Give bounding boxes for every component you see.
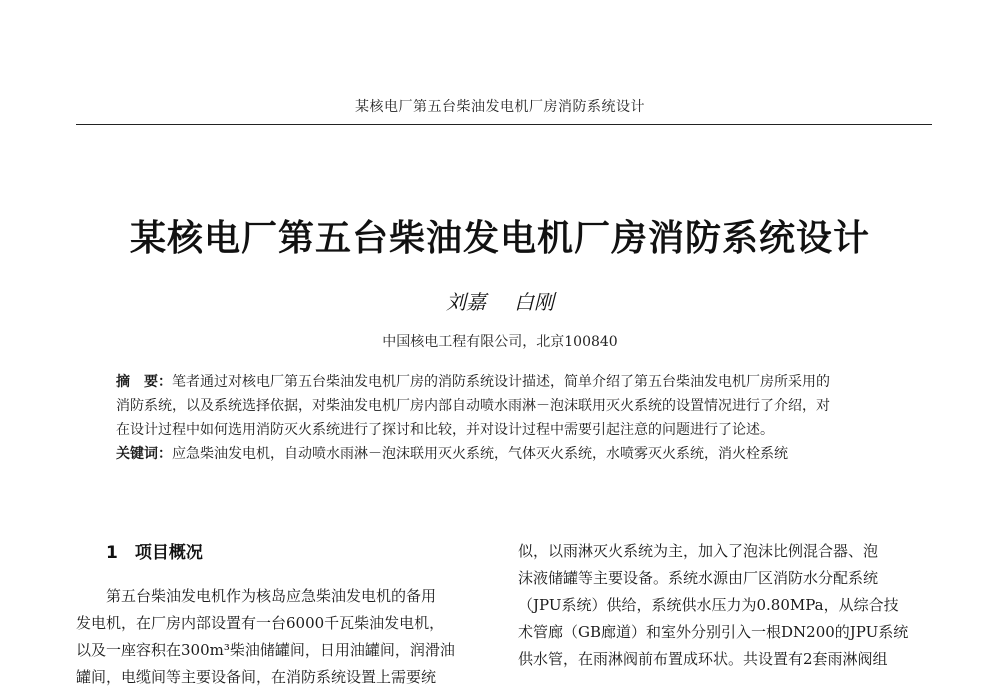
abstract-line-3: 在设计过程中如何选用消防灭火系统进行了探讨和比较，并对设计过程中需要引起注意的问题进行了论述。	[116, 422, 774, 438]
body-line: 沫液储罐等主要设备。系统水源由厂区消防水分配系统	[518, 569, 879, 587]
body-column-right	[518, 538, 938, 673]
body-line: 以及一座容积在300m³柴油储罐间，日用油罐间，润滑油	[76, 641, 455, 659]
section-heading: 1 项目概况	[106, 543, 203, 563]
keywords-text: 应急柴油发电机，自动喷水雨淋－泡沫联用灭火系统，气体灭火系统，水喷雾灭火系统，消火栓系统	[172, 446, 788, 462]
keywords	[116, 442, 896, 466]
authors	[0, 286, 1000, 315]
keywords-label: 关键词：	[116, 446, 172, 462]
body-line: 第五台柴油发电机作为核岛应急柴油发电机的备用	[76, 587, 437, 605]
abstract-label: 摘 要：	[116, 374, 172, 390]
affiliation: 中国核电工程有限公司，北京100840	[382, 334, 618, 350]
body-line: 发电机，在厂房内部设置有一台6000千瓦柴油发电机，	[76, 614, 445, 632]
body-line: （JPU系统）供给，系统供水压力为0.80MPa，从综合技	[518, 596, 899, 614]
body-column-left	[76, 538, 496, 691]
abstract	[116, 370, 896, 466]
body-line: 术管廊（GB廊道）和室外分别引入一根DN200的JPU系统	[518, 623, 909, 641]
running-header: 某核电厂第五台柴油发电机厂房消防系统设计	[355, 99, 645, 115]
abstract-text-1: 笔者通过对核电厂第五台柴油发电机厂房的消防系统设计描述，简单介绍了第五台柴油发电机厂房所采用的	[172, 374, 830, 390]
author-2: 白刚	[514, 290, 554, 314]
body-line: 似，以雨淋灭火系统为主，加入了泡沫比例混合器、泡	[518, 542, 879, 560]
header-rule	[76, 124, 932, 125]
paper-title: 某核电厂第五台柴油发电机厂房消防系统设计	[129, 218, 870, 259]
body-line: 罐间，电缆间等主要设备间，在消防系统设置上需要统	[76, 668, 437, 686]
abstract-line-2: 消防系统，以及系统选择依据，对柴油发电机厂房内部自动喷水雨淋－泡沫联用灭火系统的设置情况进行了介绍，对	[116, 398, 830, 414]
abstract-line-1	[116, 370, 896, 394]
body-line: 供水管，在雨淋阀前布置成环状。共设置有2套雨淋阀组	[518, 650, 888, 668]
author-1: 刘嘉	[446, 290, 486, 314]
